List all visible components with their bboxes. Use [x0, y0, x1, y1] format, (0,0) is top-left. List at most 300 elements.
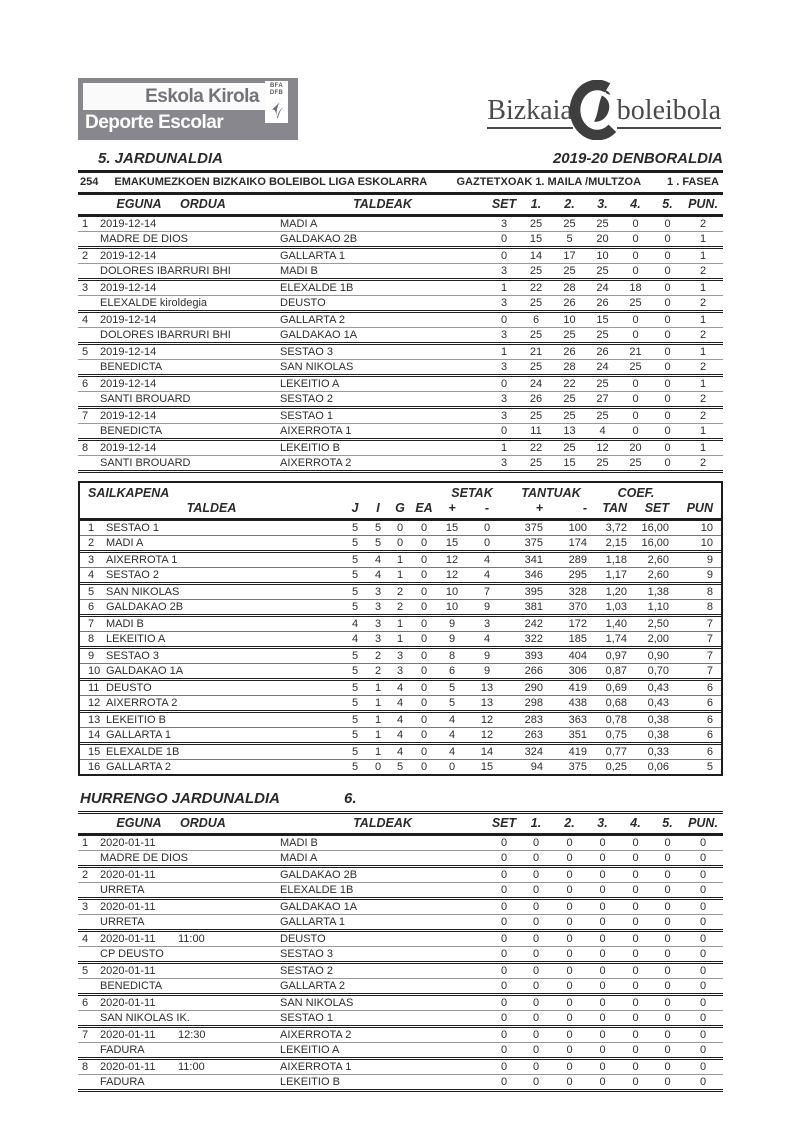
eskola-kirola-box [83, 83, 265, 110]
won: 2 [374, 665, 382, 677]
league-points: 6 [706, 729, 713, 741]
match-time [178, 868, 276, 882]
away-set-4: 25 [629, 361, 642, 373]
won: 1 [374, 697, 382, 709]
away-set-3: 27 [596, 393, 609, 405]
points-for: 393 [524, 650, 543, 662]
match-number: 3 [82, 282, 89, 294]
home-set-2: 25 [563, 410, 576, 422]
sets-against: 15 [480, 761, 494, 773]
away-set-5: 0 [664, 1044, 671, 1056]
home-team: GALLARTA 2 [280, 314, 346, 326]
spacer [78, 360, 100, 374]
away-set-4: 0 [632, 884, 639, 896]
away-set-4: 25 [629, 297, 642, 309]
match-line-home [78, 1060, 723, 1075]
bizkaia-label: Bizkaia [487, 95, 573, 129]
group-header-setak: SETAK [451, 486, 493, 500]
away-set-4: 0 [632, 425, 639, 437]
away-set-5: 0 [664, 425, 671, 437]
competition-code: 254 [80, 176, 99, 188]
match-line-away [78, 360, 723, 374]
away-set-3: 25 [596, 457, 609, 469]
home-set-4: 0 [632, 218, 639, 230]
sets-for: 4 [448, 714, 456, 726]
match-date: 2020-01-11 [100, 1029, 156, 1041]
away-sets-won: 0 [500, 233, 508, 245]
home-team: AIXERROTA 2 [280, 1029, 352, 1041]
standings-position: 13 [88, 714, 101, 726]
home-points: 0 [699, 933, 707, 945]
away-set-3: 4 [599, 425, 606, 437]
match-line-away [78, 851, 723, 865]
spacer [78, 392, 100, 406]
standings-position: 11 [88, 682, 100, 694]
away-sets-won: 0 [500, 1044, 508, 1056]
match-line-home [78, 377, 723, 392]
home-set-4: 0 [632, 410, 639, 422]
next-round-label: HURRENGO JARDUNALDIA [80, 790, 281, 807]
standings-team: ELEXALDE 1B [106, 746, 180, 758]
points-against: 328 [568, 586, 587, 598]
match-time: 11:00 [178, 1061, 205, 1073]
coef-tan: 1,40 [605, 618, 627, 630]
points-against: 404 [568, 650, 587, 662]
standings-team: SAN NIKOLAS [106, 586, 180, 598]
sets-for: 6 [448, 665, 456, 677]
competition-bar [78, 170, 723, 195]
league-points: 6 [706, 746, 713, 758]
away-team: SESTAO 3 [280, 948, 333, 960]
standings-row [80, 727, 721, 742]
match-line-away [78, 1011, 723, 1025]
points-for: 395 [524, 586, 543, 598]
standings-title: SAILKAPENA [88, 486, 170, 500]
away-set-2: 0 [566, 1012, 573, 1024]
coef-set: 0,38 [647, 714, 669, 726]
match-date: 2020-01-11 [100, 1061, 156, 1073]
points-for: 266 [524, 665, 543, 677]
home-set-5: 0 [664, 933, 671, 945]
standings-position: 15 [88, 746, 101, 758]
home-set-5: 0 [664, 901, 671, 913]
coef-set: 2,60 [647, 569, 669, 581]
away-team: LEKEITIO B [280, 1076, 340, 1088]
home-team: MADI B [280, 837, 318, 849]
match-line-away [78, 328, 723, 342]
away-set-4: 0 [632, 329, 639, 341]
home-set-5: 0 [664, 378, 671, 390]
away-set-1: 0 [532, 852, 540, 864]
ea: 0 [420, 601, 428, 613]
home-set-2: 28 [563, 282, 576, 294]
away-set-1: 11 [530, 425, 542, 437]
standings-row [80, 599, 721, 614]
home-points: 0 [699, 1061, 707, 1073]
match-line-away [78, 947, 723, 961]
coef-set: 0,43 [647, 682, 669, 694]
column-header-tan: TAN [602, 501, 627, 515]
standings-row [80, 631, 721, 646]
away-set-2: 5 [566, 233, 573, 245]
standings-team-cell [80, 585, 343, 599]
points-for: 290 [524, 682, 543, 694]
away-sets-won: 3 [500, 329, 508, 341]
coef-set: 0,06 [647, 761, 669, 773]
points-for: 263 [524, 729, 543, 741]
match-line-home [78, 313, 723, 328]
standings-column-header [80, 500, 721, 521]
home-team: DEUSTO [280, 933, 326, 945]
home-set-2: 25 [563, 442, 576, 454]
standings-position: 16 [88, 761, 101, 773]
match-number: 6 [82, 378, 89, 390]
standings-team: DEUSTO [106, 682, 152, 694]
lost: 5 [396, 761, 404, 773]
standings-team-cell [80, 568, 343, 582]
league-points: 7 [706, 633, 713, 645]
league-points: 10 [700, 537, 713, 549]
standings-body [80, 521, 721, 774]
sets-for: 15 [445, 522, 459, 534]
home-set-4: 0 [632, 965, 639, 977]
match-venue: FADURA [100, 1076, 145, 1088]
column-header-set1: 1. [530, 197, 542, 211]
played: 5 [351, 586, 359, 598]
match-row [78, 868, 723, 900]
sets-for: 4 [448, 729, 456, 741]
match-line-home [78, 345, 723, 360]
home-sets-won: 1 [500, 346, 508, 358]
home-set-5: 0 [664, 965, 671, 977]
away-set-1: 0 [532, 1076, 540, 1088]
next-round-header [78, 811, 723, 836]
match-row [78, 441, 723, 473]
home-set-5: 0 [664, 1029, 671, 1041]
points-against: 419 [568, 746, 587, 758]
played: 5 [351, 682, 359, 694]
won: 1 [374, 729, 382, 741]
away-set-3: 25 [596, 265, 609, 277]
home-sets-won: 0 [500, 1061, 508, 1073]
played: 5 [351, 522, 359, 534]
home-set-3: 25 [596, 410, 609, 422]
standings-position: 6 [88, 601, 95, 613]
sets-against: 13 [480, 682, 494, 694]
column-header-taldea: TALDEA [186, 501, 237, 515]
match-number: 4 [82, 314, 89, 326]
away-set-5: 0 [664, 852, 671, 864]
match-row [78, 409, 723, 441]
points-for: 381 [524, 601, 543, 613]
away-team: GALLARTA 1 [280, 916, 346, 928]
column-header-set4: 4. [630, 816, 641, 830]
home-points: 0 [699, 965, 707, 977]
standings-row [80, 710, 721, 727]
ea: 0 [420, 714, 428, 726]
badge-bfa-label: BFA [270, 83, 283, 89]
sets-against: 4 [483, 569, 491, 581]
match-venue: MADRE DE DIOS [100, 233, 189, 245]
sets-for: 10 [445, 586, 459, 598]
home-team: SESTAO 3 [280, 346, 333, 358]
away-set-2: 25 [563, 265, 576, 277]
column-header-eguna: EGUNA [116, 197, 162, 211]
home-set-1: 0 [532, 1061, 540, 1073]
match-line-home [78, 900, 723, 915]
home-set-1: 24 [529, 378, 543, 390]
league-points: 7 [706, 650, 713, 662]
sets-for: 0 [448, 761, 456, 773]
points-for: 283 [524, 714, 543, 726]
home-set-1: 0 [532, 869, 540, 881]
match-line-home [78, 409, 723, 424]
standings-team: SESTAO 2 [106, 569, 159, 581]
titles-row [78, 150, 723, 167]
won: 3 [374, 601, 382, 613]
standings-team: AIXERROTA 1 [106, 554, 178, 566]
match-row [78, 932, 723, 964]
match-row [78, 836, 723, 868]
home-team: LEKEITIO A [280, 378, 340, 390]
away-set-5: 0 [664, 916, 671, 928]
away-set-5: 0 [664, 265, 671, 277]
points-for: 322 [524, 633, 543, 645]
match-venue: BENEDICTA [100, 361, 163, 373]
away-set-5: 0 [664, 297, 671, 309]
page-header [78, 78, 723, 146]
match-number: 4 [82, 933, 89, 945]
points-against: 363 [568, 714, 587, 726]
match-row [78, 249, 723, 281]
match-line-home [78, 964, 723, 979]
away-set-2: 28 [563, 361, 576, 373]
away-set-3: 0 [599, 1044, 606, 1056]
standings-team-cell [80, 553, 343, 567]
standings-row [80, 663, 721, 678]
coef-set: 1,38 [647, 586, 669, 598]
match-row [78, 996, 723, 1028]
home-team: ELEXALDE 1B [280, 282, 354, 294]
ea: 0 [420, 586, 428, 598]
home-set-2: 0 [566, 837, 573, 849]
coef-set: 0,43 [647, 697, 669, 709]
away-set-1: 25 [529, 265, 543, 277]
match-time [178, 441, 276, 455]
home-set-2: 10 [563, 314, 576, 326]
away-set-2: 0 [566, 1044, 573, 1056]
standings-row [80, 550, 721, 567]
away-sets-won: 0 [500, 948, 508, 960]
standings-team: LEKEITIO B [106, 714, 166, 726]
standings-row [80, 742, 721, 759]
spacer [78, 1075, 100, 1089]
match-date: 2019-12-14 [100, 378, 157, 390]
match-row [78, 345, 723, 377]
home-set-3: 0 [599, 997, 606, 1009]
won: 1 [374, 682, 382, 694]
home-sets-won: 0 [500, 901, 508, 913]
match-number: 2 [82, 250, 89, 262]
standings-row [80, 521, 721, 535]
standings-row [80, 759, 721, 774]
away-set-2: 0 [566, 916, 573, 928]
home-points: 2 [699, 410, 707, 422]
sets-against: 0 [483, 537, 491, 549]
home-set-2: 0 [566, 965, 573, 977]
away-set-1: 15 [529, 233, 543, 245]
standings-team: GALDAKAO 2B [106, 601, 184, 613]
standings-position: 3 [88, 554, 95, 566]
standings-row [80, 567, 721, 582]
points-against: 438 [568, 697, 587, 709]
deporte-escolar-label: Deporte Escolar [85, 112, 224, 133]
lost: 1 [396, 569, 404, 581]
sets-against: 3 [483, 618, 491, 630]
results-header [78, 195, 723, 217]
away-sets-won: 0 [500, 852, 508, 864]
away-set-1: 25 [529, 457, 543, 469]
coef-set: 1,10 [647, 601, 669, 613]
away-points: 0 [699, 1044, 707, 1056]
played: 5 [351, 714, 359, 726]
sets-against: 4 [483, 633, 491, 645]
played: 5 [351, 761, 359, 773]
away-set-4: 0 [632, 265, 639, 277]
sets-for: 10 [445, 601, 459, 613]
column-header-set2: 2. [564, 816, 575, 830]
lost: 0 [396, 537, 404, 549]
away-set-5: 0 [664, 1076, 671, 1088]
away-set-2: 0 [566, 948, 573, 960]
played: 4 [351, 633, 359, 645]
won: 4 [374, 554, 382, 566]
away-sets-won: 3 [500, 265, 508, 277]
home-points: 0 [699, 837, 707, 849]
away-team: AIXERROTA 1 [280, 425, 352, 437]
home-sets-won: 0 [500, 250, 508, 262]
lost: 4 [396, 682, 404, 694]
home-set-3: 0 [599, 837, 606, 849]
home-set-5: 0 [664, 997, 671, 1009]
league-points: 9 [706, 554, 713, 566]
home-set-3: 0 [599, 965, 606, 977]
lost: 1 [396, 554, 404, 566]
home-set-4: 0 [632, 933, 639, 945]
match-venue: SAN NIKOLAS IK. [100, 1012, 190, 1024]
column-header-taldeak: TALDEAK [353, 197, 412, 211]
away-set-3: 24 [596, 361, 609, 373]
sets-for: 12 [445, 569, 459, 581]
home-set-5: 0 [664, 1061, 671, 1073]
next-round-body [78, 836, 723, 1092]
spacer [78, 851, 100, 865]
column-header-sets-won: + [448, 501, 456, 515]
match-line-away [78, 264, 723, 278]
points-for: 94 [530, 761, 543, 773]
column-header-eguna: EGUNA [116, 816, 162, 830]
home-set-2: 0 [566, 869, 573, 881]
away-set-1: 25 [529, 297, 543, 309]
league-points: 9 [706, 569, 713, 581]
match-line-away [78, 915, 723, 929]
match-time: 12:30 [178, 1029, 206, 1041]
away-set-2: 26 [563, 297, 576, 309]
match-time [178, 996, 276, 1010]
played: 5 [351, 650, 359, 662]
standings-position: 10 [88, 665, 101, 677]
match-time: 11:00 [178, 933, 205, 945]
column-header-set3: 3. [597, 816, 608, 830]
home-points: 1 [699, 250, 707, 262]
away-set-3: 0 [599, 1076, 606, 1088]
won: 1 [374, 714, 382, 726]
away-set-1: 25 [529, 329, 543, 341]
standings-team: GALLARTA 2 [106, 761, 172, 773]
standings-team: AIXERROTA 2 [106, 697, 178, 709]
match-number: 5 [82, 346, 89, 358]
coef-set: 0,90 [647, 650, 669, 662]
home-points: 2 [699, 218, 707, 230]
spacer [78, 979, 100, 993]
coef-tan: 0,68 [605, 697, 627, 709]
away-set-3: 0 [599, 948, 606, 960]
won: 4 [374, 569, 382, 581]
won: 5 [374, 522, 382, 534]
standings-team-cell [80, 649, 343, 663]
home-team: GALLARTA 1 [280, 250, 346, 262]
home-set-5: 0 [664, 218, 671, 230]
standings-row [80, 678, 721, 695]
home-points: 1 [699, 282, 707, 294]
match-venue: DOLORES IBARRURI BHI [100, 329, 231, 341]
home-points: 1 [699, 442, 707, 454]
home-points: 0 [699, 869, 707, 881]
match-line-away [78, 456, 723, 470]
away-points: 1 [699, 425, 707, 437]
standings-row [80, 614, 721, 631]
match-line-away [78, 979, 723, 993]
sets-against: 7 [483, 586, 491, 598]
away-points: 0 [699, 916, 707, 928]
ea: 0 [420, 697, 428, 709]
standings-team: GALDAKAO 1A [106, 665, 184, 677]
coef-tan: 1,18 [605, 554, 627, 566]
standings-team-cell [80, 760, 343, 774]
away-team: SESTAO 1 [280, 1012, 333, 1024]
coef-set: 0,70 [647, 665, 669, 677]
home-team: SAN NIKOLAS [280, 997, 354, 1009]
home-sets-won: 0 [500, 314, 508, 326]
away-set-2: 15 [563, 457, 576, 469]
sets-against: 12 [480, 714, 494, 726]
coef-tan: 0,78 [605, 714, 627, 726]
home-sets-won: 3 [500, 218, 508, 230]
points-against: 174 [568, 537, 587, 549]
away-set-3: 0 [599, 852, 606, 864]
home-set-5: 0 [664, 314, 671, 326]
won: 3 [374, 586, 382, 598]
match-time [178, 217, 276, 231]
column-header-ordua: ORDUA [180, 816, 226, 830]
ea: 0 [420, 537, 428, 549]
home-sets-won: 0 [500, 869, 508, 881]
standings-team: LEKEITIO A [106, 633, 166, 645]
document-content [78, 78, 723, 1092]
home-team: SESTAO 2 [280, 965, 333, 977]
away-points: 2 [699, 457, 707, 469]
match-number: 8 [82, 1061, 89, 1073]
